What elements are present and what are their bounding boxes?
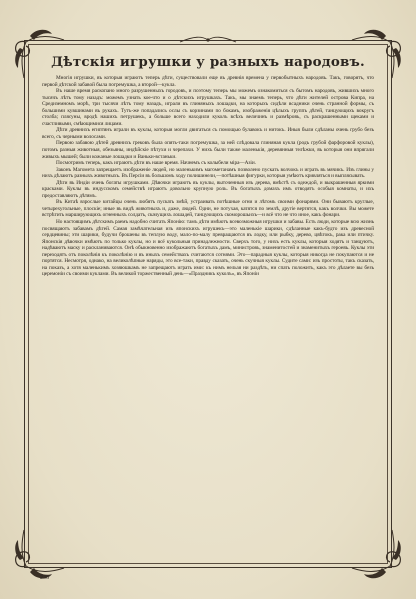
paragraph: Дѣти древнихъ египтянъ играли въ куклы, которыя могли двигаться съ помощью булавокъ и нитокъ. Иныя были сдѣланы очень грубо безъ всего, съ черными волосами. — [42, 127, 374, 140]
paragraph: Посмотримъ теперь, какъ играютъ дѣти въ наше время. Начнемъ съ колыбели міра—Азіи. — [56, 160, 256, 167]
paragraph: Въ наше время раскопано много разрушенныхъ городовъ, и поэтому теперь мы можемъ ознакомиться съ бытомъ народовъ, жившихъ много тысячъ лѣтъ тому назадъ: можемъ узнать кое-что и о дѣтскихъ игрушкахъ. Такъ, мы знаемъ теперь, что дѣти жителей острова Кипра, на Средиземномъ морѣ, три тысячи лѣтъ тому назадъ, играли въ глиняныхъ лошадки, на которыхъ сидѣли всадники очень странной формы, съ большими кувшинами въ рукахъ. Тутъ-же попадались ослы съ корзинами по бокамъ, изображенія цѣлыхъ группъ дѣтей, танцующихъ вокругъ столба; плясуны, вродѣ нашихъ петрушекъ, а больше всего находили куколъ всѣхъ величинъ и размѣровъ, съ раскрашенными щеками и счастливыми, смѣющимися лицами. — [42, 88, 374, 127]
paragraph: Законъ Магомета запрещаетъ изображеніе людей, но маленькимъ магометанамъ позволено пускать волчокъ и играть въ мячикъ. Изъ глины у нихъ дѣлаютъ разныхъ животныхъ. Въ Персіи въ большомъ ходу полишинели,—потѣшныя фигурки, которыя умѣютъ кривляться и выплясывать. — [42, 166, 374, 180]
paragraph: Первою забавою дѣтей древнихъ грековъ была опять-таки погремушка, за ней слѣдовала глиняная кукла (родъ грубой фарфоровой куклы), потомъ разныя животныя, обезьяны, индѣйскіе пѣтухи и черепахи. У нихъ были также маленькія, деревянныя телѣжки, въ которыя они впрягали живыхъ мышей; были кожаные лошадки и Ваньки-встаньки. — [42, 140, 374, 160]
paragraph: Въ Китаѣ взрослые китайцы очень любятъ пускать змѣй, устраивать потѣшные огни и лѣтомъ своими фонарями. Они бываютъ круглые, четырехугольные, плоскіе; иные въ видѣ животныхъ и, даже, людей. Одни, не потухая, катятся по землѣ, другіе вертятся, какъ волчки. Вы можете встрѣтить марширующихъ огненныхъ солдатъ, скачущихъ лошадей, танцующихъ скоморошьихъ—и всё что не что иное, какъ фонари. — [42, 199, 374, 219]
article-title: Дѣтскія игрушки у разныхъ народовъ. — [51, 54, 365, 70]
paragraph: Многія игрушки, въ которыя играютъ теперь дѣти, существовали еще въ древнія времена у первобытныхъ народовъ. Такъ, говорятъ, что первой дѣтской забавой была погремушка, а второй—кукла. — [42, 75, 374, 88]
page-number: 236 — [40, 575, 49, 581]
article — [42, 54, 374, 554]
ornament-top-center-icon — [176, 34, 240, 46]
paragraph: Дѣти въ Индіи очень богаты игрушками. Дѣвочки играютъ въ куклы, выточенныя изъ дерева, вмѣстѣ съ одеждой, и выкрашенныя яркими красками. Куклы въ индусскомъ семействѣ играютъ довольно крупную роль. Въ богатыхъ домахъ имъ отводятъ особыя комнаты, и ихъ предоставляютъ дѣтямъ. — [42, 179, 374, 199]
paragraph: Но настоящимъ дѣтскимъ раемъ надобно считать Японію: тамъ дѣти имѣютъ всевозможныя игрушки и забавы. Есть люди, которые всю жизнь посвящаютъ забавамъ дѣтей. Самая замѣчательная изъ японскихъ игрушекъ—это маленькіе шарики, сдѣланные какъ-будто изъ древесной сердцевины; эти шарики, будучи брошены въ теплую воду, мало-по-малу превращаются въ лодку, или рыбку, дерево, цвѣтокъ, рака или птичку. Японскія дѣвочки имѣютъ по только куклы, но и всё кукольныя принадлежности. Сверхъ того, у нихъ есть куклы, которыя ходятъ и танцуютъ, надѣваютъ маску и раскланиваются. Онѣ обыкновенно изображаютъ богатыхъ дамъ, министровъ, знаменитостей и знаменитыхъ героевъ. Куклы эти переходятъ отъ поколѣнія къ поколѣнію и въ иныхъ семействахъ считаются сотнями. Это—парадныя куклы, которыя никогда не покупаются и не портятся. Несмотря, однако, на великолѣпные наряды, это все-таки, правду сказать, очень скучныя куклы. Судите сами: изъ простоты, такъ сказать, на показъ, а хотя маленькимъ хозяюшкамъ не запрещаютъ играть ими: къ нимъ нельзя ни раздѣть, ни спать положить, какъ это дѣлаете вы безъ церемоніи съ своими куклами. Въ великой торжественный день—«Праздникъ куколъ», въ Японіи — [42, 219, 374, 278]
